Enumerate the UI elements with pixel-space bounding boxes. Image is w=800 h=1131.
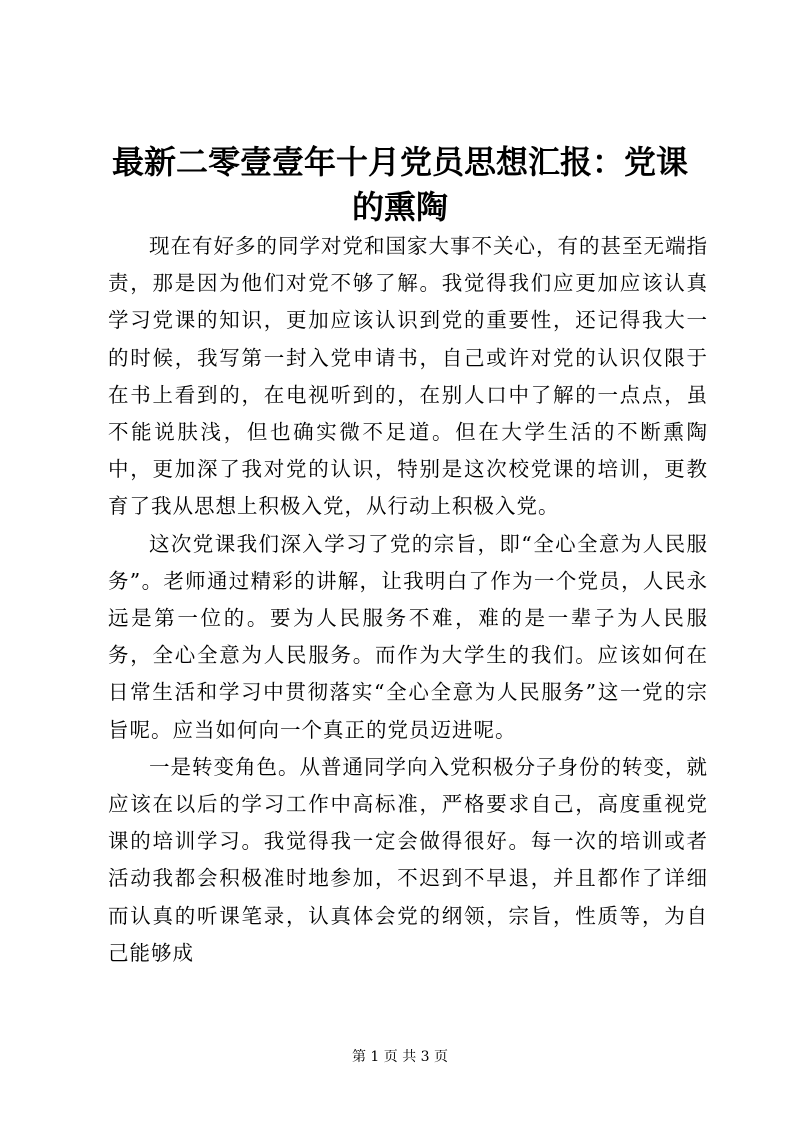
page-footer: 第 1 页 共 3 页 — [351, 1049, 449, 1065]
paragraph-3: 一是转变角色。从普通同学向入党积极分子身份的转变，就应该在以后的学习工作中高标准，严格要求自己，高度重视党课的培训学习。我觉得我一定会做得很好。每一次的培训或者活动我都会积极准时地参加，不迟到不早退，并且都作了详细而认真的听课笔录，认真体会党的纲领，宗旨，性质等，为自己能够成 — [108, 754, 708, 965]
paragraph-2: 这次党课我们深入学习了党的宗旨，即“全心全意为人民服务”。老师通过精彩的讲解，让我明白了作为一个党员，人民永远是第一位的。要为人民服务不难，难的是一辈子为人民服务，全心全意为人民服务。而作为大学生的我们。应该如何在日常生活和学习中贯彻落实“全心全意为人民服务”这一党的宗旨呢。应当如何向一个真正的党员迈进呢。 — [108, 531, 708, 742]
document-body — [108, 228, 708, 972]
page-title: 最新二零壹壹年十月党员思想汇报：党课的熏陶 — [111, 143, 688, 226]
paragraph-1: 现在有好多的同学对党和国家大事不关心，有的甚至无端指责，那是因为他们对党不够了解。我觉得我们应更加应该认真学习党课的知识，更加应该认识到党的重要性，还记得我大一的时候，我写第一封入党申请书，自己或许对党的认识仅限于在书上看到的，在电视听到的，在别人口中了解的一点点，虽不能说肤浅，但也确实微不足道。但在大学生活的不断熏陶中，更加深了我对党的认识，特别是这次校党课的培训，更教育了我从思想上积极入党，从行动上积极入党。 — [108, 234, 708, 519]
